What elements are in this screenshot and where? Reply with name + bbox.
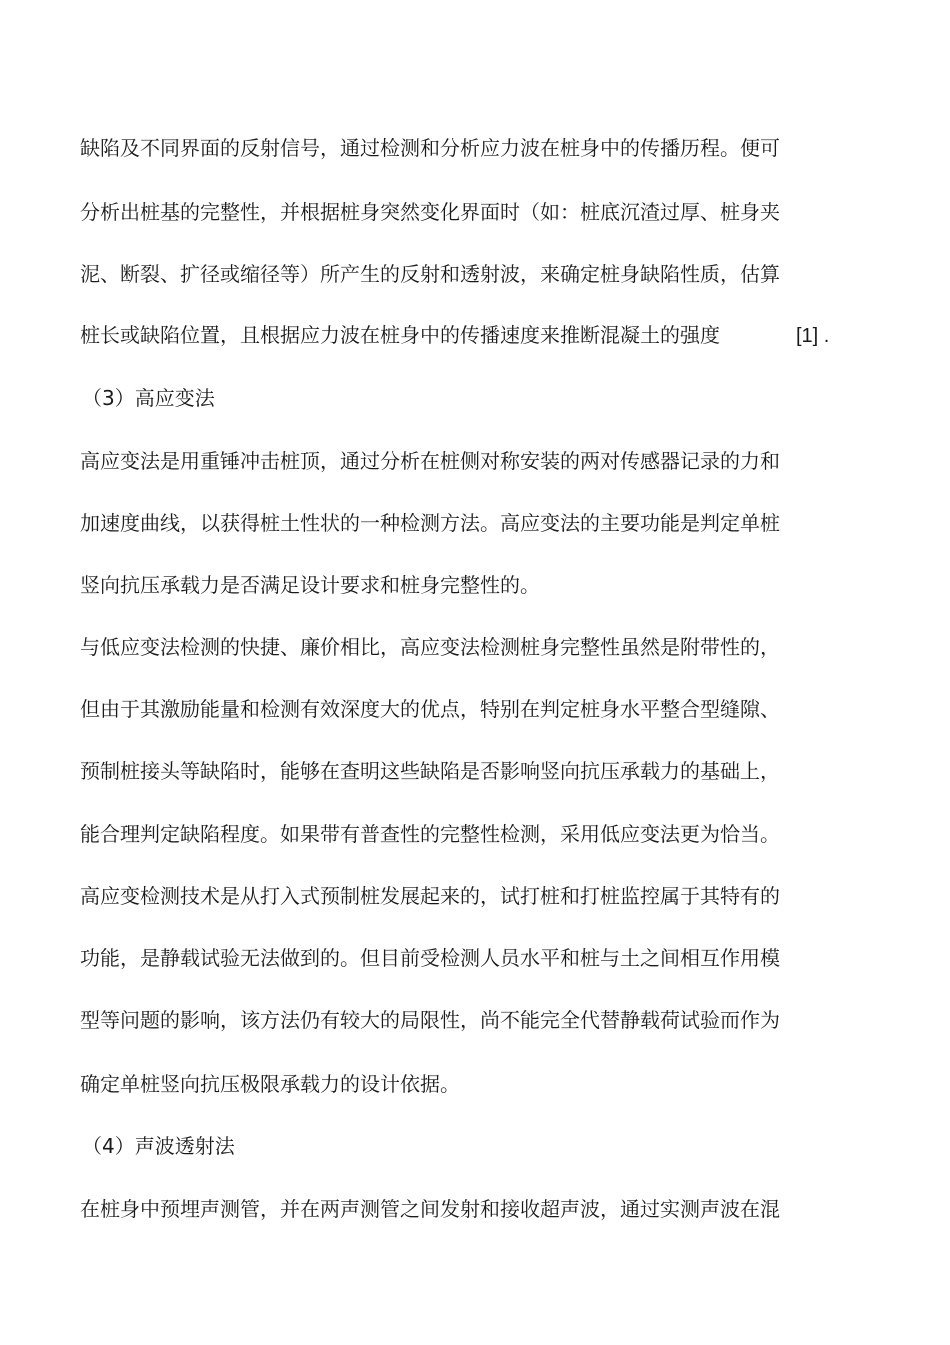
paragraph-1-line-4: 桩长或缺陷位置，且根据应力波在桩身中的传播速度来推断混凝土的强度 (80, 323, 720, 347)
paragraph-2-line-1: 高应变法是用重锤冲击桩顶，通过分析在桩侧对称安装的两对传感器记录的力和 (80, 449, 780, 473)
citation-reference: [1] . (796, 325, 830, 347)
paragraph-3-line-3: 预制桩接头等缺陷时，能够在查明这些缺陷是否影响竖向抗压承载力的基础上， (80, 759, 780, 783)
paragraph-1-line-3: 泥、断裂、扩径或缩径等）所产生的反射和透射波，来确定桩身缺陷性质，估算 (80, 262, 780, 286)
paragraph-3-line-2: 但由于其激励能量和检测有效深度大的优点，特别在判定桩身水平整合型缝隙、 (80, 697, 780, 721)
paragraph-3-line-1: 与低应变法检测的快捷、廉价相比，高应变法检测桩身完整性虽然是附带性的， (80, 635, 780, 659)
paragraph-4-line-1: 高应变检测技术是从打入式预制桩发展起来的，试打桩和打桩监控属于其特有的 (80, 884, 780, 908)
section-heading-3: （3）高应变法 (82, 386, 215, 410)
paragraph-2-line-2: 加速度曲线，以获得桩土性状的一种检测方法。高应变法的主要功能是判定单桩 (80, 511, 780, 535)
paragraph-3-line-4: 能合理判定缺陷程度。如果带有普查性的完整性检测，采用低应变法更为恰当。 (80, 822, 780, 846)
paragraph-1-line-1: 缺陷及不同界面的反射信号，通过检测和分析应力波在桩身中的传播历程。便可 (80, 136, 780, 160)
section-heading-4: （4）声波透射法 (82, 1134, 235, 1158)
paragraph-5-line-1: 在桩身中预埋声测管，并在两声测管之间发射和接收超声波，通过实测声波在混 (80, 1197, 780, 1221)
paragraph-4-line-3: 型等问题的影响，该方法仍有较大的局限性，尚不能完全代替静载荷试验而作为 (80, 1008, 780, 1032)
paragraph-4-line-4: 确定单桩竖向抗压极限承载力的设计依据。 (80, 1072, 460, 1096)
paragraph-2-line-3: 竖向抗压承载力是否满足设计要求和桩身完整性的。 (80, 573, 540, 597)
paragraph-4-line-2: 功能，是静载试验无法做到的。但目前受检测人员水平和桩与土之间相互作用模 (80, 946, 780, 970)
paragraph-1-line-2: 分析出桩基的完整性，并根据桩身突然变化界面时（如：桩底沉渣过厚、桩身夹 (80, 200, 780, 224)
